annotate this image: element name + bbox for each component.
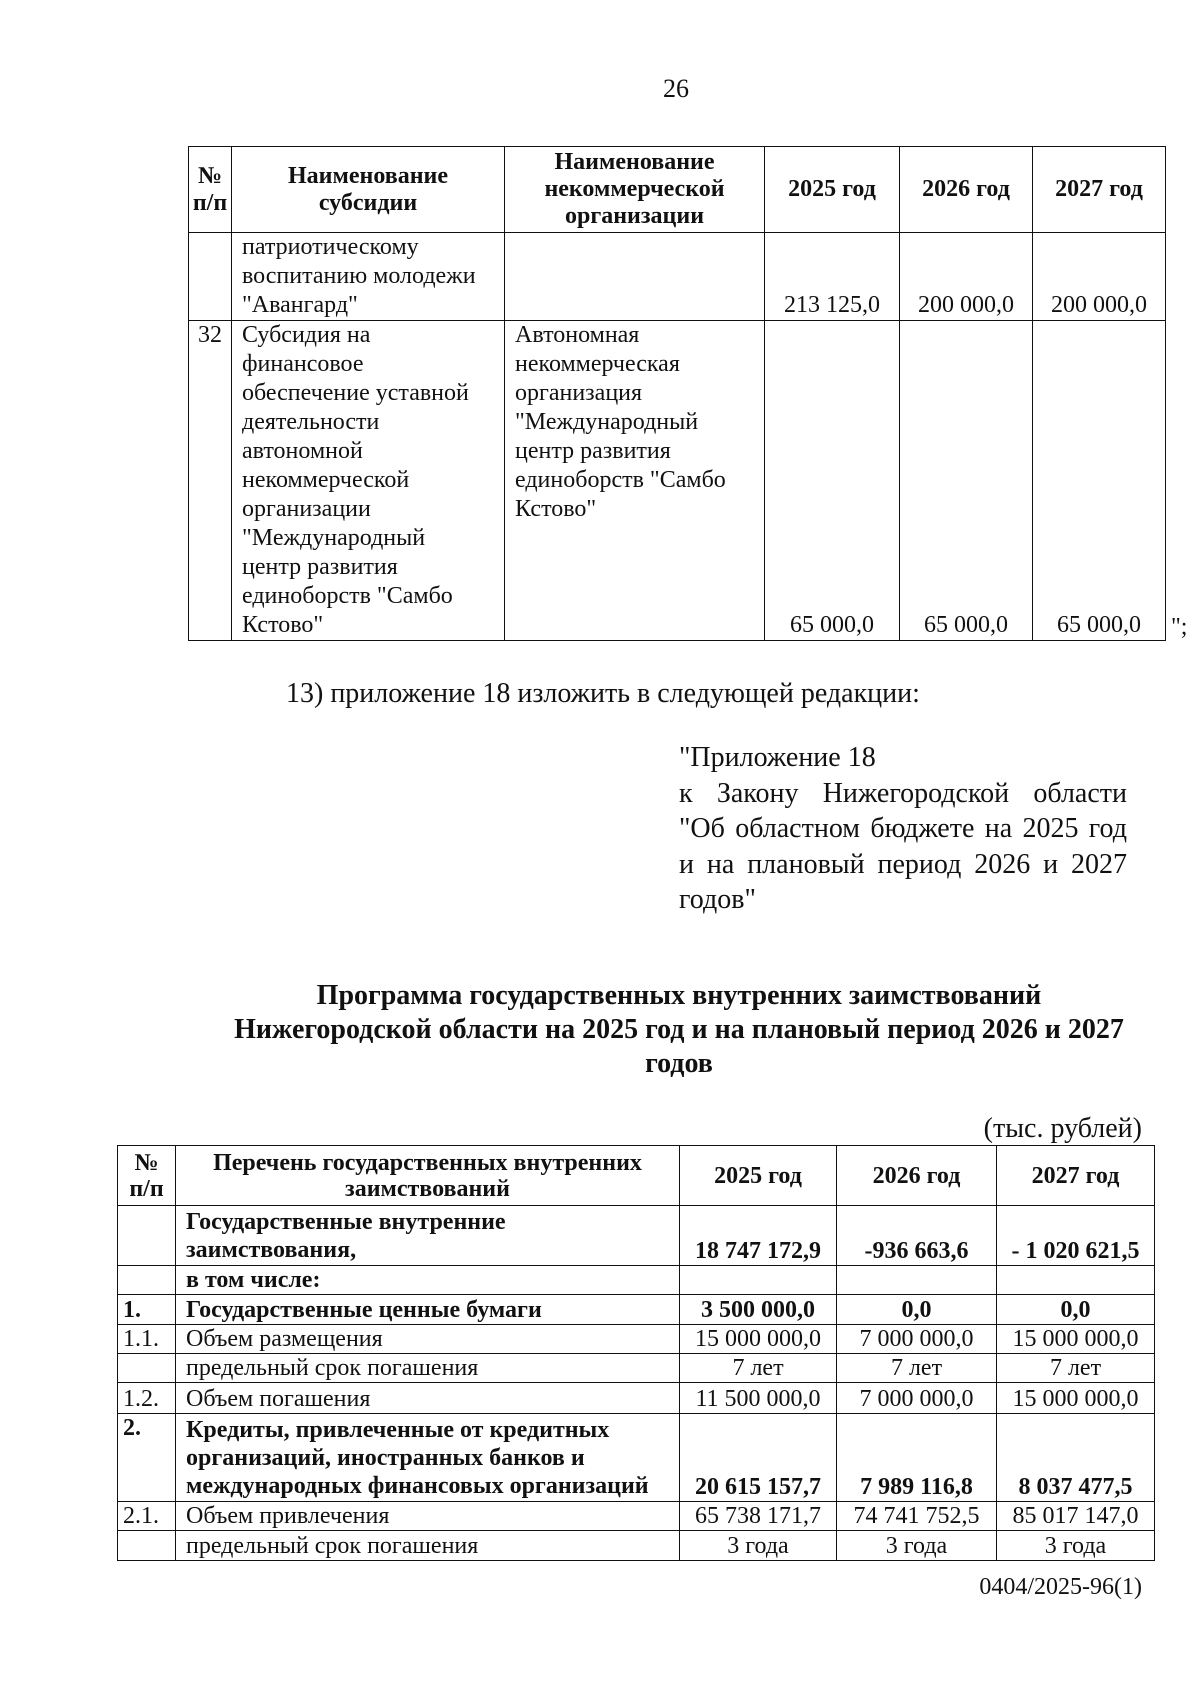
table-row [189,321,1166,641]
amount-2027: 8 037 477,5 [997,1414,1155,1502]
amount-2027: 3 года [997,1531,1155,1561]
amount-2027: - 1 020 621,5 [997,1206,1155,1266]
amount-2025: 65 000,0 [765,321,900,641]
amount-2026: 7 989 116,8 [837,1414,997,1502]
program-title [160,979,1198,1081]
table-header-row [189,147,1166,233]
table-row [118,1354,1155,1383]
table-row [118,1295,1155,1325]
amount-2025: 11 500 000,0 [680,1383,837,1414]
amount-2027: 85 017 147,0 [997,1502,1155,1531]
table-row [118,1383,1155,1414]
appendix-caption-line: к Закону Нижегородской области [679,777,1127,809]
row-label: Государственные ценные бумаги [176,1295,680,1325]
amount-2027: 7 лет [997,1354,1155,1383]
row-label: предельный срок погашения [176,1531,680,1561]
table-row [118,1502,1155,1531]
row-number [189,233,232,321]
table-row [118,1325,1155,1354]
row-number [118,1531,176,1561]
amount-2026: 74 741 752,5 [837,1502,997,1531]
header-year-2026: 2026 год [900,147,1033,233]
header-organization-name: Наименование некоммерческой организации [505,147,765,233]
appendix-caption-line: "Приложение 18 [679,742,876,773]
row-number: 1.2. [118,1383,176,1414]
program-title-line: Программа государственных внутренних заимствований [316,980,1042,1011]
program-title-line: Нижегородской области на 2025 год и на плановый период 2026 и 2027 [234,1014,1124,1045]
amount-2026: 0,0 [837,1295,997,1325]
row-label: Объем привлечения [176,1502,680,1531]
row-label: Кредиты, привлеченные от кредитных организаций, иностранных банков и международных финансовых организаций [176,1414,680,1502]
amount-2025: 213 125,0 [765,233,900,321]
row-label: Объем погашения [176,1383,680,1414]
header-year-2027: 2027 год [997,1146,1155,1206]
appendix-caption-line: и на плановый период 2026 и 2027 [679,848,1127,880]
table-row [118,1206,1155,1266]
header-num: № п/п [118,1146,176,1206]
amount-2025: 18 747 172,9 [680,1206,837,1266]
amount-2025 [680,1266,837,1295]
header-borrowing-list: Перечень государственных внутренних заимствований [176,1146,680,1206]
page-number: 26 [663,74,689,103]
amount-2025: 15 000 000,0 [680,1325,837,1354]
header-year-2025: 2025 год [680,1146,837,1206]
amount-2025: 20 615 157,7 [680,1414,837,1502]
amount-2026: 7 лет [837,1354,997,1383]
header-year-2025: 2025 год [765,147,900,233]
appendix-caption [679,740,1127,918]
row-label: Государственные внутренние заимствования, [176,1206,680,1266]
amount-2025: 65 738 171,7 [680,1502,837,1531]
closing-quote-mark: "; [1171,614,1188,640]
program-title-line: годов [645,1048,713,1079]
organization-name: Автономная некоммерческая организация "Международный центр развития единоборств "Самбо Кстово" [505,321,765,641]
subsidy-table [188,146,1166,641]
amount-2027: 200 000,0 [1033,233,1166,321]
amount-2026: 3 года [837,1531,997,1561]
row-label: в том числе: [176,1266,680,1295]
amount-2026: 7 000 000,0 [837,1325,997,1354]
row-number: 2. [118,1414,176,1502]
header-subsidy-name: Наименование субсидии [232,147,505,233]
amount-2027 [997,1266,1155,1295]
header-year-2026: 2026 год [837,1146,997,1206]
subsidy-name: Субсидия на финансовое обеспечение уставной деятельности автономной некоммерческой организации "Международный центр развития единоборств "Самбо Кстово" [232,321,505,641]
amount-2026 [837,1266,997,1295]
table-row [189,233,1166,321]
borrowing-table [117,1145,1155,1561]
amount-2027: 0,0 [997,1295,1155,1325]
appendix-caption-line: "Об областном бюджете на 2025 год [679,813,1127,844]
document-code: 0404/2025-96(1) [979,1574,1142,1600]
amount-2026: 7 000 000,0 [837,1383,997,1414]
row-label: предельный срок погашения [176,1354,680,1383]
table-row [118,1266,1155,1295]
row-number [118,1354,176,1383]
row-number: 2.1. [118,1502,176,1531]
amount-2027: 15 000 000,0 [997,1325,1155,1354]
header-num: № п/п [189,147,232,233]
amount-2027: 15 000 000,0 [997,1383,1155,1414]
organization-name [505,233,765,321]
row-number [118,1266,176,1295]
header-year-2027: 2027 год [1033,147,1166,233]
row-number [118,1206,176,1266]
amount-2025: 7 лет [680,1354,837,1383]
units-note: (тыс. рублей) [983,1113,1142,1144]
amount-2026: 65 000,0 [900,321,1033,641]
amount-2026: -936 663,6 [837,1206,997,1266]
appendix-caption-line: годов" [679,884,756,915]
table-row [118,1414,1155,1502]
row-label: Объем размещения [176,1325,680,1354]
subsidy-name: патриотическому воспитанию молодежи "Авангард" [232,233,505,321]
row-number: 32 [189,321,232,641]
row-number: 1. [118,1295,176,1325]
table-row [118,1531,1155,1561]
row-number: 1.1. [118,1325,176,1354]
table-header-row [118,1146,1155,1206]
amount-2025: 3 года [680,1531,837,1561]
amount-2026: 200 000,0 [900,233,1033,321]
amount-2027: 65 000,0 [1033,321,1166,641]
amendment-instruction: 13) приложение 18 изложить в следующей редакции: [286,678,920,709]
amount-2025: 3 500 000,0 [680,1295,837,1325]
